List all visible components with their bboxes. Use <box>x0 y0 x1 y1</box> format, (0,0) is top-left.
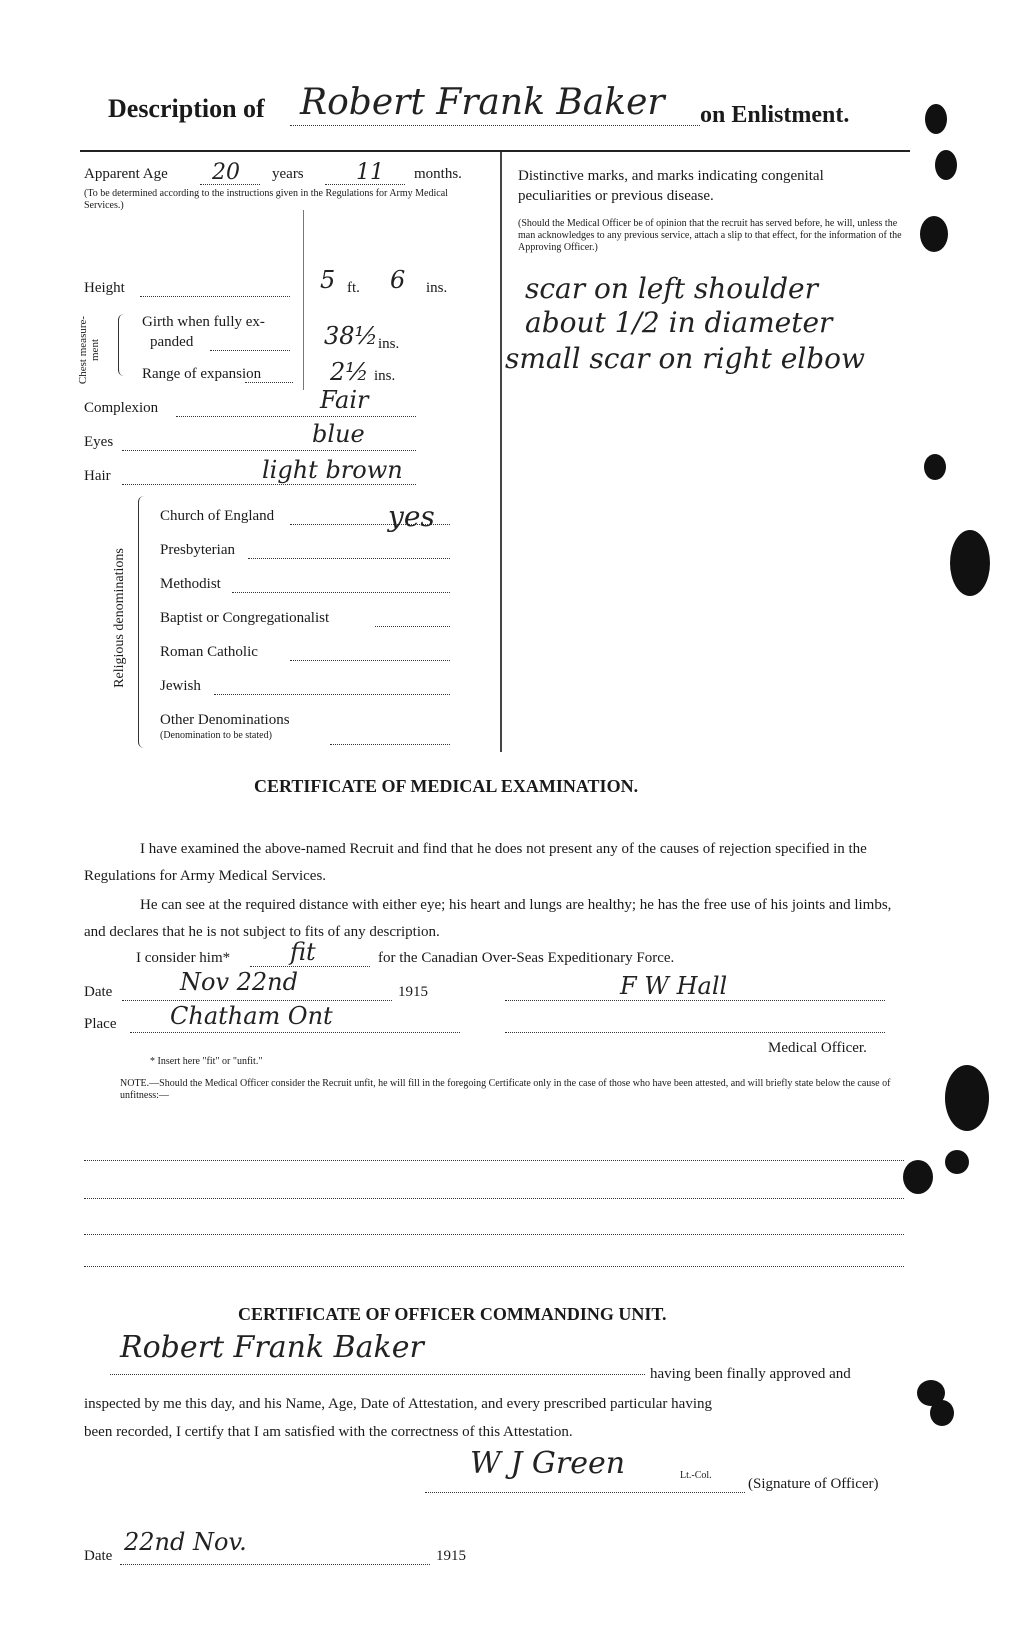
name-line <box>290 125 700 126</box>
medical-note: NOTE.—Should the Medical Officer consider the Recruit unfit, he will fill in the foregoing Certificate only in the case of those who have been attested, and will briefly state below the cause of unfitness:— <box>120 1078 891 1101</box>
place-value: Chatham Ont <box>170 1002 333 1030</box>
girth-value: 38½ <box>324 322 378 350</box>
marks-heading-2: peculiarities or previous disease. <box>518 188 714 204</box>
header-prefix: Description of <box>108 94 265 123</box>
religion-jewish: Jewish <box>160 678 201 694</box>
unfitness-line <box>84 1198 904 1199</box>
place-line <box>130 1032 460 1033</box>
commanding-date-line <box>120 1564 430 1565</box>
age-months-line <box>325 184 405 185</box>
religion-line <box>375 626 450 627</box>
hair-value: light brown <box>262 456 403 484</box>
commanding-signature: W J Green <box>470 1446 626 1481</box>
height-ins-value: 6 <box>390 266 406 294</box>
height-ft-value: 5 <box>320 266 336 294</box>
chest-side-label: Chest measure-ment <box>77 315 101 385</box>
commanding-year: 1915 <box>436 1548 466 1564</box>
column-divider <box>500 152 502 752</box>
place-label: Place <box>84 1016 117 1032</box>
age-years-line <box>200 184 260 185</box>
marks-heading-1: Distinctive marks, and marks indicating congenital <box>518 168 824 184</box>
religion-line <box>232 592 450 593</box>
chest-brace <box>118 314 127 376</box>
medical-date-line <box>122 1000 392 1001</box>
medical-officer-signature: F W Hall <box>620 972 728 1000</box>
religion-other: Other Denominations <box>160 712 290 728</box>
medical-title: CERTIFICATE OF MEDICAL EXAMINATION. <box>254 776 639 796</box>
commanding-recruit-name: Robert Frank Baker <box>120 1330 424 1365</box>
girth-label-1: Girth when fully ex- <box>142 314 265 330</box>
religion-side-label: Religious denominations <box>112 548 127 688</box>
commanding-name-line <box>110 1374 645 1375</box>
religion-line <box>214 694 450 695</box>
commanding-date-value: 22nd Nov. <box>124 1528 247 1556</box>
marks-line-3: small scar on right elbow <box>505 342 865 375</box>
height-ins-label: ins. <box>426 280 448 296</box>
religion-brace <box>138 496 147 748</box>
age-months-label: months. <box>414 166 462 182</box>
medical-para-1: I have examined the above-named Recruit and find that he does not present any of the causes of rejection specified in the Regulations for Army Medical Services. <box>84 841 867 884</box>
religion-presbyterian: Presbyterian <box>160 542 235 558</box>
height-label: Height <box>84 280 125 296</box>
unfitness-line <box>84 1234 904 1235</box>
age-note: (To be determined according to the instructions given in the Regulations for Army Medical Services.) <box>84 188 448 211</box>
range-value: 2½ <box>330 358 369 386</box>
age-years-value: 20 <box>212 160 240 185</box>
medical-date-value: Nov 22nd <box>180 968 298 996</box>
hair-label: Hair <box>84 468 111 484</box>
religion-line <box>290 660 450 661</box>
commanding-title: CERTIFICATE OF OFFICER COMMANDING UNIT. <box>238 1304 667 1324</box>
marks-line-2: about 1/2 in diameter <box>525 306 833 339</box>
eyes-line <box>122 450 416 451</box>
range-line <box>245 382 293 383</box>
consider-label: I consider him* <box>136 950 231 966</box>
commanding-text-2: inspected by me this day, and his Name, Age, Date of Attestation, and every prescribed particular having <box>84 1396 713 1412</box>
complexion-line <box>176 416 416 417</box>
religion-line <box>248 558 450 559</box>
eyes-value: blue <box>312 420 365 448</box>
punch-hole <box>945 1065 989 1131</box>
punch-hole <box>950 530 990 596</box>
punch-hole <box>925 104 947 134</box>
religion-roman-catholic: Roman Catholic <box>160 644 258 660</box>
complexion-label: Complexion <box>84 400 159 416</box>
inner-divider <box>303 210 304 390</box>
punch-hole <box>924 454 946 480</box>
form-header <box>108 94 265 124</box>
girth-label-2: panded <box>150 334 194 350</box>
commanding-signature-suffix: Lt.-Col. <box>680 1470 712 1481</box>
marks-note: (Should the Medical Officer be of opinion that the recruit has served before, he will, unless the man acknowledges to any previous service, attach a slip to that effect, for the information of the Approving Officer.) <box>518 218 902 253</box>
religion-other-note: (Denomination to be stated) <box>160 730 272 741</box>
complexion-value: Fair <box>320 386 369 414</box>
height-line <box>140 296 290 297</box>
marks-line-1: scar on left shoulder <box>525 272 818 305</box>
punch-hole <box>903 1160 933 1194</box>
medical-sig-line <box>505 1000 885 1001</box>
insert-note: * Insert here "fit" or "unfit." <box>150 1056 263 1067</box>
medical-para-2: He can see at the required distance with either eye; his heart and lungs are healthy; he has the free use of his joints and limbs, and declares that he is not subject to fits of any description. <box>84 897 892 940</box>
medical-officer-label: Medical Officer. <box>768 1040 867 1056</box>
age-label: Apparent Age <box>84 166 168 182</box>
top-rule <box>80 150 910 152</box>
place-right-line <box>505 1032 885 1033</box>
range-unit: ins. <box>374 368 396 384</box>
medical-year: 1915 <box>398 984 428 1000</box>
consider-line <box>250 966 370 967</box>
religion-methodist: Methodist <box>160 576 221 592</box>
unfitness-line <box>84 1266 904 1267</box>
age-years-label: years <box>272 166 304 182</box>
medical-date-label: Date <box>84 984 113 1000</box>
force-label: for the Canadian Over-Seas Expeditionary Force. <box>378 950 675 966</box>
religion-church-of-england-value: yes <box>388 500 435 533</box>
punch-hole <box>935 150 957 180</box>
punch-hole <box>930 1400 954 1426</box>
height-ft-label: ft. <box>347 280 360 296</box>
commanding-date-label: Date <box>84 1548 113 1564</box>
range-label: Range of expansion <box>142 366 262 382</box>
religion-church-of-england: Church of England <box>160 508 275 524</box>
girth-line <box>210 350 290 351</box>
commanding-signature-label: (Signature of Officer) <box>748 1476 879 1492</box>
age-months-value: 11 <box>356 160 384 185</box>
religion-line <box>330 744 450 745</box>
unfitness-line <box>84 1160 904 1161</box>
girth-unit: ins. <box>378 336 400 352</box>
recruit-name: Robert Frank Baker <box>300 82 665 123</box>
commanding-text-3: been recorded, I certify that I am satisfied with the correctness of this Attestation. <box>84 1424 573 1440</box>
consider-value: fit <box>290 938 316 966</box>
punch-hole <box>920 216 948 252</box>
eyes-label: Eyes <box>84 434 114 450</box>
religion-baptist: Baptist or Congregationalist <box>160 610 330 626</box>
commanding-sig-line <box>425 1492 745 1493</box>
hair-line <box>122 484 416 485</box>
commanding-text-1: having been finally approved and <box>650 1366 851 1382</box>
header-suffix: on Enlistment. <box>700 102 850 128</box>
punch-hole <box>945 1150 969 1174</box>
